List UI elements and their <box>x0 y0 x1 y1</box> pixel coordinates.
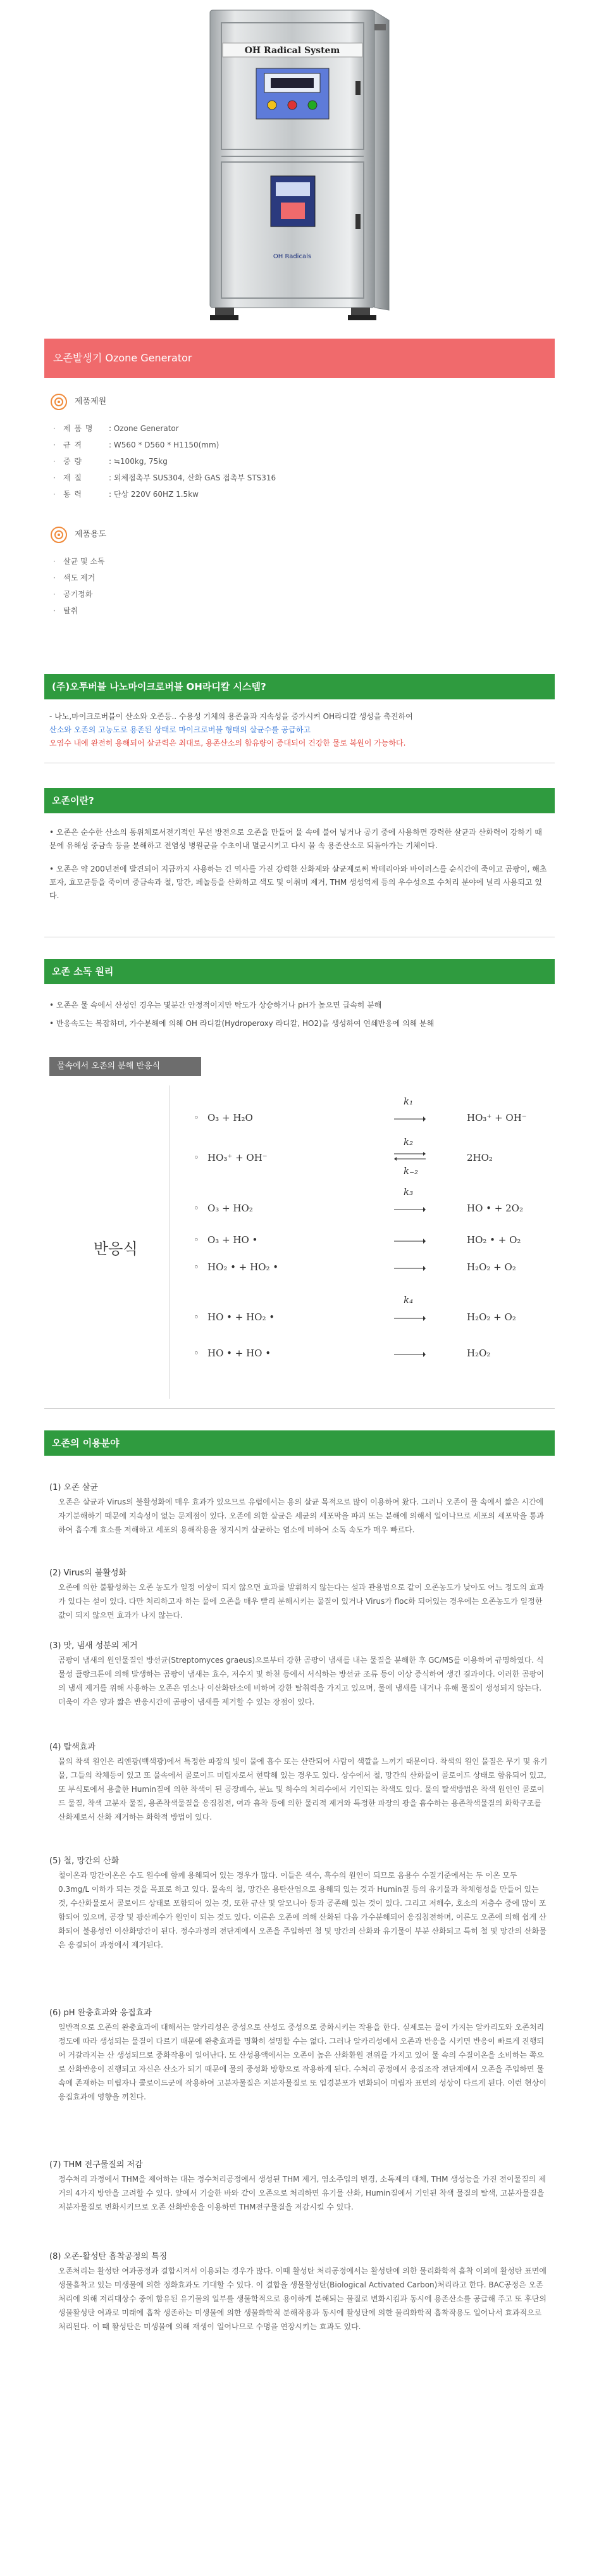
arrow-right-icon <box>394 1315 426 1322</box>
intro-line: - 나노,마이크로버블이 산소와 오존등.. 수용성 기체의 용존율과 지속성을 증가시켜 OH라디칼 생성을 촉진하여 <box>49 712 413 721</box>
reaction-left: O₃ + HO₂ <box>207 1203 253 1214</box>
usage-body: 오존에 의한 불활성화는 오존 농도가 일정 이상이 되지 않으면 효과를 발휘하지 않는다는 설과 관용범으로 같이 오존농도가 낮아도 어느 정도의 효과가 있다는 설이 있다. 다만 처리하고자 하는 물에 오존을 매우 빨리 분해시키는 물질이 있거나 Virus가 floc화 되어있는 경우에는 오존농도가 일정한 값이 되지 않으면 효과가 나지 않는다. <box>58 1583 544 1620</box>
reaction-bullet: ◦ <box>194 1203 199 1214</box>
reaction-bullet: ◦ <box>194 1347 199 1359</box>
spec-value: : ≒100kg, 75kg <box>109 457 168 466</box>
divider <box>44 1408 555 1409</box>
reaction-right: 2HO₂ <box>467 1152 493 1163</box>
principle-paragraph: • 반응속도는 복잡하며, 가수분해에 의해 OH 라디칼(Hydroperoxy 라디칼, HO2)을 생성하여 연쇄반응에 의해 분해 <box>49 1019 435 1028</box>
usage-body: 물의 착색 원인은 리엔광(백색광)에서 특정한 파장의 빛이 물에 흡수 또는 산란되어 사람이 색깔을 느끼기 때문이다. 착색의 원인 물질은 무기 및 유기물, 그들의 착체등이 있고 또 물속에서 콜로이드 미립자로서 현탁해 있는 경우도 있다. 상수에서 철, 망간의 산화물이 콜로이드 상태로 함유되어 있고, 또 부식토에서 용출한 Humin질에 의한 착색이 된 공장폐수, 분뇨 및 하수의 처리수에서 기인되는 착색도 있다. 물의 탈색방법은 착색 원인인 콜로이드 물질, 착색 고분자 물질, 용존착색물질을 응집침전, 여과 흡착 등에 의한 물리적 제거와 특정한 파장의 광을 흡수하는 용존착색물질의 화학구조를 산화제로서 산화 제거하는 화학적 방법이 있다. <box>58 1757 548 1822</box>
reaction-left: O₃ + H₂O <box>207 1112 253 1123</box>
arrow-right-icon <box>394 1238 426 1244</box>
spec-label: 제 품 명 <box>63 424 94 433</box>
use-item: · 공기정화 <box>53 590 93 599</box>
rate-constant: k₂ <box>404 1136 414 1147</box>
spec-label: 재 질 <box>63 473 82 482</box>
rate-constant: k₁ <box>404 1096 414 1107</box>
rate-constant: k₃ <box>404 1186 414 1197</box>
ozone-generator-image <box>196 5 402 325</box>
reaction-right: HO₃⁺ + OH⁻ <box>467 1112 527 1123</box>
spec-label: 규 격 <box>63 441 82 449</box>
use-logo-icon <box>49 525 68 544</box>
ozone-text <box>49 826 549 903</box>
intro-red-b: 용존산소의 함유량이 증대되어 건강한 물로 복원이 가능 <box>203 739 389 747</box>
reaction-tab: 물속에서 오존의 분해 반응식 <box>49 1057 201 1076</box>
spec-item: · 제 품 명 : Ozone Generator <box>53 420 276 437</box>
usage-heading: (8) 오존-활성탄 흡착공정의 특징 <box>49 2252 168 2261</box>
usage-body: 철이온과 망간이온은 수도 원수에 함께 용해되어 있는 경우가 많다. 이들은 색수, 흑수의 원인이 되므로 음용수 수질기준에서는 두 이온 모두 0.3mg/L 이하가 되는 것을 목표로 하고 있다. 물속의 철, 망간은 용탄산염으로 용해되 있는 것과 Humin질 등의 유기물과 착체형성을 만들어 있는 것, 수산화물로서 콜로이드 상태로 포함되어 있는 것, 또한 규산 및 알모니아 등과 공존해 있는 것이 있다. 그리고 저해수, 호소의 저층수 중에 많이 포함되어 있으며, 공장 및 광산폐수가 원인이 되는 것도 있다. 이론은 오존에 의해 산화된 다음 가수분해되어 응집침전하며, 이론도 오존에 의해 쉽게 산화되어 불용성인 이산화망간이 된다. 정수과정의 전단계에서 오존을 주입하면 철 및 망간의 산화와 유기물이 부분 산화되고 특히 철 및 망간의 산화물은 응결되어 과정에서 제거된다. <box>58 1871 547 1949</box>
spec-heading-text: 제품제원 <box>75 396 107 406</box>
reaction-bullet: ◦ <box>194 1311 199 1323</box>
use-item-text: 색도 제거 <box>63 573 96 582</box>
spec-label: 중 량 <box>63 457 82 466</box>
reaction-left: HO₃⁺ + OH⁻ <box>207 1152 268 1163</box>
use-item: · 색도 제거 <box>53 573 96 582</box>
spec-value: : 단상 220V 60HZ 1.5kw <box>109 490 199 499</box>
usage-body: 오존처리는 활성탄 여과공정과 결합시켜서 이용되는 경우가 많다. 이때 활성탄 처리공정에서는 활성탄에 의한 물리화학적 흡착 이외에 활성탄 표면에 생물흡착고 있는 미생물에 의한 정화효과도 기대할 수 있다. 이 결합을 생물활성탄(Biological Activated Carbon)처리라고 한다. BAC공정은 오존처리에 의해 저리대상수 중에 함유된 유기물의 일부를 생물학적으로 용이하게 분해되는 물질로 변화시킴과 동시에 용존산소를 공급해 주고 또 후단의 생물활성탄 여과로 미래에 흡착 생존하는 미생물에 의한 생물화학적 분해작용과 동시에 활성탄에 의한 물리화학적 흡착작용도 일어나서 효과적으로 처리된다. 이 때 활성탄은 미생물에 의해 재생이 일어나므로 수명을 연장시키는 효과도 있다. <box>58 2267 547 2331</box>
system-question-bar: (주)오투버블 나노마이크로버블 OH라디칼 시스템? <box>44 674 555 699</box>
usage-heading: (7) THM 전구물질의 저감 <box>49 2160 143 2170</box>
lower-panel-logo-text: OH Radicals <box>273 253 312 260</box>
principle-text <box>49 999 549 1030</box>
reaction-right: H₂O₂ <box>467 1347 491 1359</box>
usage-bar: 오존의 이용분야 <box>44 1430 555 1456</box>
spec-item: · 동 력 : 단상 220V 60HZ 1.5kw <box>53 486 276 503</box>
spec-value: : 외체접촉부 SUS304, 산화 GAS 접촉부 STS316 <box>109 473 276 482</box>
reaction-side-label: 반응식 <box>94 1240 138 1258</box>
reaction-bullet: ◦ <box>194 1234 199 1246</box>
spec-list <box>53 420 276 503</box>
reaction-box <box>49 1085 549 1399</box>
arrow-right-icon <box>394 1265 426 1272</box>
usage-heading: (2) Virus의 불활성화 <box>49 1568 127 1578</box>
reaction-right: H₂O₂ + O₂ <box>467 1261 516 1273</box>
usage-body: 일반적으로 오존의 완충효과에 대해서는 알카리성은 중성으로 산성도 중성으로 중화시키는 작용을 한다. 실제로는 물이 가지는 알카리도와 오존처리 정도에 따라 생성되는 물질이 다르기 때문에 완충효과를 명확히 설명할 수는 없다. 그러나 알카리성에서 오존과 반응을 시키면 반응이 빠르게 진행되어 거갈라지는 산 생성되므로 중화작용이 일어난다. 또 산성용액에서는 오존이 높은 산화환원 전위를 가지고 있어 물 속의 수질이온을 소비하는 쪽으로 산화반응이 진행되고 자신은 산소가 되기 때문에 물의 중성화 방향으로 작용하게 된다. 수처리 공정에서 응집조작 전단계에서 오존을 주입하면 물 속에 존재하는 미립자나 콜로이드군에 작용하여 고분자물질은 저분자물질로 또 입경분포가 변화되어 미립자 표면의 성상이 다르게 된다. 이런 현상이 응집효과에 영향을 끼친다. <box>58 2023 547 2101</box>
use-heading <box>49 525 106 544</box>
use-item: · 살균 및 소독 <box>53 557 105 566</box>
spec-logo-icon <box>49 392 68 411</box>
reaction-left: HO • + HO₂ • <box>207 1311 275 1323</box>
usage-heading: (6) pH 완충효과와 응집효과 <box>49 2008 152 2018</box>
reaction-bullet: ◦ <box>194 1261 199 1273</box>
use-item-text: 살균 및 소독 <box>63 557 105 566</box>
usage-heading: (5) 철, 망간의 산화 <box>49 1856 120 1866</box>
spec-heading <box>49 392 106 411</box>
spec-label: 동 력 <box>63 490 82 499</box>
title-bar: 오존발생기 Ozone Generator <box>44 339 555 378</box>
use-item: · 탈취 <box>53 606 78 615</box>
reaction-left: HO • + HO • <box>207 1347 271 1359</box>
spec-value: : Ozone Generator <box>109 424 179 433</box>
reaction-bullet: ◦ <box>194 1112 199 1123</box>
usage-body: 곰팡이 냄새의 원인물질인 방선균(Streptomyces graeus)으로부터 강한 곰팡이 냄새를 내는 물질을 분해한 후 GC/MS를 이용하여 규명하였다. 식물성 플랑크톤에 의해 발생하는 곰팡이 냄새는 효수, 저수지 및 하천 등에서 서식하는 방선균 조류 등이 이상 증식하여 생긴 결과이다. 이러한 곰팡이의 냄새 제거를 위해 사용하는 오존은 염소나 이산화탄소에 비하여 강한 탈취력을 가지고 있으며, 물에 냄새를 내거나 유해 물질이 생성되지 않는다. 더욱이 각은 양과 짧은 반응시간에 곰팡이 냄새를 제거할 수 있는 장점이 있다. <box>58 1656 544 1706</box>
spec-item: · 재 질 : 외체접촉부 SUS304, 산화 GAS 접촉부 STS316 <box>53 470 276 486</box>
rate-constant: k₄ <box>404 1294 414 1306</box>
usage-heading: (4) 탈색효과 <box>49 1742 96 1752</box>
reaction-left: HO₂ • + HO₂ • <box>207 1261 279 1273</box>
arrow-right-icon <box>394 1206 426 1213</box>
equilibrium-arrow-icon <box>394 1151 426 1161</box>
use-item-text: 공기정화 <box>63 590 93 599</box>
spec-item: · 규 격 : W560 * D560 * H1150(mm) <box>53 437 276 453</box>
intro-red-c: 하다. <box>388 739 406 747</box>
ozone-paragraph: • 오존은 약 200년전에 발견되어 지금까지 사용하는 긴 역사를 가진 강력한 산화제와 살균제로써 박테리아와 바이러스를 순식간에 죽이고 곰팡이, 해초포자, 효모균등을 죽이며 중금속과 철, 망간, 페놀등을 산화하고 색도 및 이취미 제거, THM 생성억제 등의 우수성으로 수처리 분야에 널리 사용되고 있다. <box>49 865 547 900</box>
ozone-paragraph: • 오존은 순수한 산소의 동위체로서전기적인 무선 방전으로 오존을 만들어 물 속에 불어 넣거나 공기 중에 사용하면 강력한 살균과 산화력이 강하기 때문에 유해성 중금속 등을 분해하고 전염성 병원균을 수초이내 멸균시키고 다시 물 속 용존산소로 되돌아가는 기체이다. <box>49 828 542 850</box>
spec-item: · 중 량 : ≒100kg, 75kg <box>53 453 276 470</box>
usage-body: 오존은 살균과 Virus의 불활성화에 매우 효과가 있으므로 유럽에서는 용의 살균 목적으로 많이 이용하여 왔다. 그러나 오존이 물 속에서 짧은 시간에 자기분해하기 때문에 지속성이 없는 문제점이 있다. 오존에 의한 살균은 세균의 세포막을 파괴 또는 분해에 의해서 일어나므로 세포의 세포막을 통과하여 흡수계 효소를 저해하고 세포의 용해작용을 정지시켜 살균하는 염소에 비하여 소독 속도가 매우 빠르다. <box>58 1497 544 1534</box>
ozone-bar: 오존이란? <box>44 788 555 813</box>
reaction-left: O₃ + HO • <box>207 1234 258 1246</box>
spec-value: : W560 * D560 * H1150(mm) <box>109 441 219 449</box>
use-list <box>53 553 105 619</box>
arrow-right-icon <box>394 1116 426 1122</box>
intro-red-a: 오염수 내에 완전히 용해되어 살균력은 최대로, <box>49 739 204 747</box>
usage-body: 정수처리 과정에서 THM을 제어하는 대는 정수처리공정에서 생성된 THM 제거, 염소주입의 변경, 소독제의 대체, THM 생성능을 가진 전이물질의 제거의 4가지 방안을 고려할 수 있다. 앞에서 기술한 바와 같이 오존으로 처리하면 유기물 산화, Humin질에서 기인된 착색 물질의 탈색, 고분자물질을 저분자물질로 변화시키므로 오존 산화반응을 이용하면 THM전구물질을 저감시킬 수 있다. <box>58 2175 546 2211</box>
reaction-right: H₂O₂ + O₂ <box>467 1311 516 1323</box>
rate-constant: k₋₂ <box>404 1165 419 1177</box>
principle-bar: 오존 소독 원리 <box>44 959 555 984</box>
reaction-right: HO • + 2O₂ <box>467 1203 523 1214</box>
use-heading-text: 제품용도 <box>75 529 107 539</box>
intro-text <box>49 710 549 750</box>
usage-heading: (3) 맛, 냄새 성분의 제거 <box>49 1641 138 1651</box>
arrow-right-icon <box>394 1351 426 1358</box>
product-image-area <box>0 0 599 332</box>
reaction-right: HO₂ • + O₂ <box>467 1234 521 1246</box>
reaction-bullet: ◦ <box>194 1152 199 1163</box>
usage-heading: (1) 오존 살균 <box>49 1483 98 1492</box>
panel-brand-text: OH Radical System <box>244 46 340 56</box>
intro-line-blue: 산소와 오존의 고농도로 용존된 상태로 마이크로버블 형태의 살균수를 공급하고 <box>49 725 311 734</box>
use-item-text: 탈취 <box>63 606 78 615</box>
intro-line <box>49 737 549 750</box>
principle-paragraph: • 오존은 물 속에서 산성인 경우는 몇분간 안정적이지만 탁도가 상승하거나 pH가 높으면 급속히 분해 <box>49 1001 382 1010</box>
